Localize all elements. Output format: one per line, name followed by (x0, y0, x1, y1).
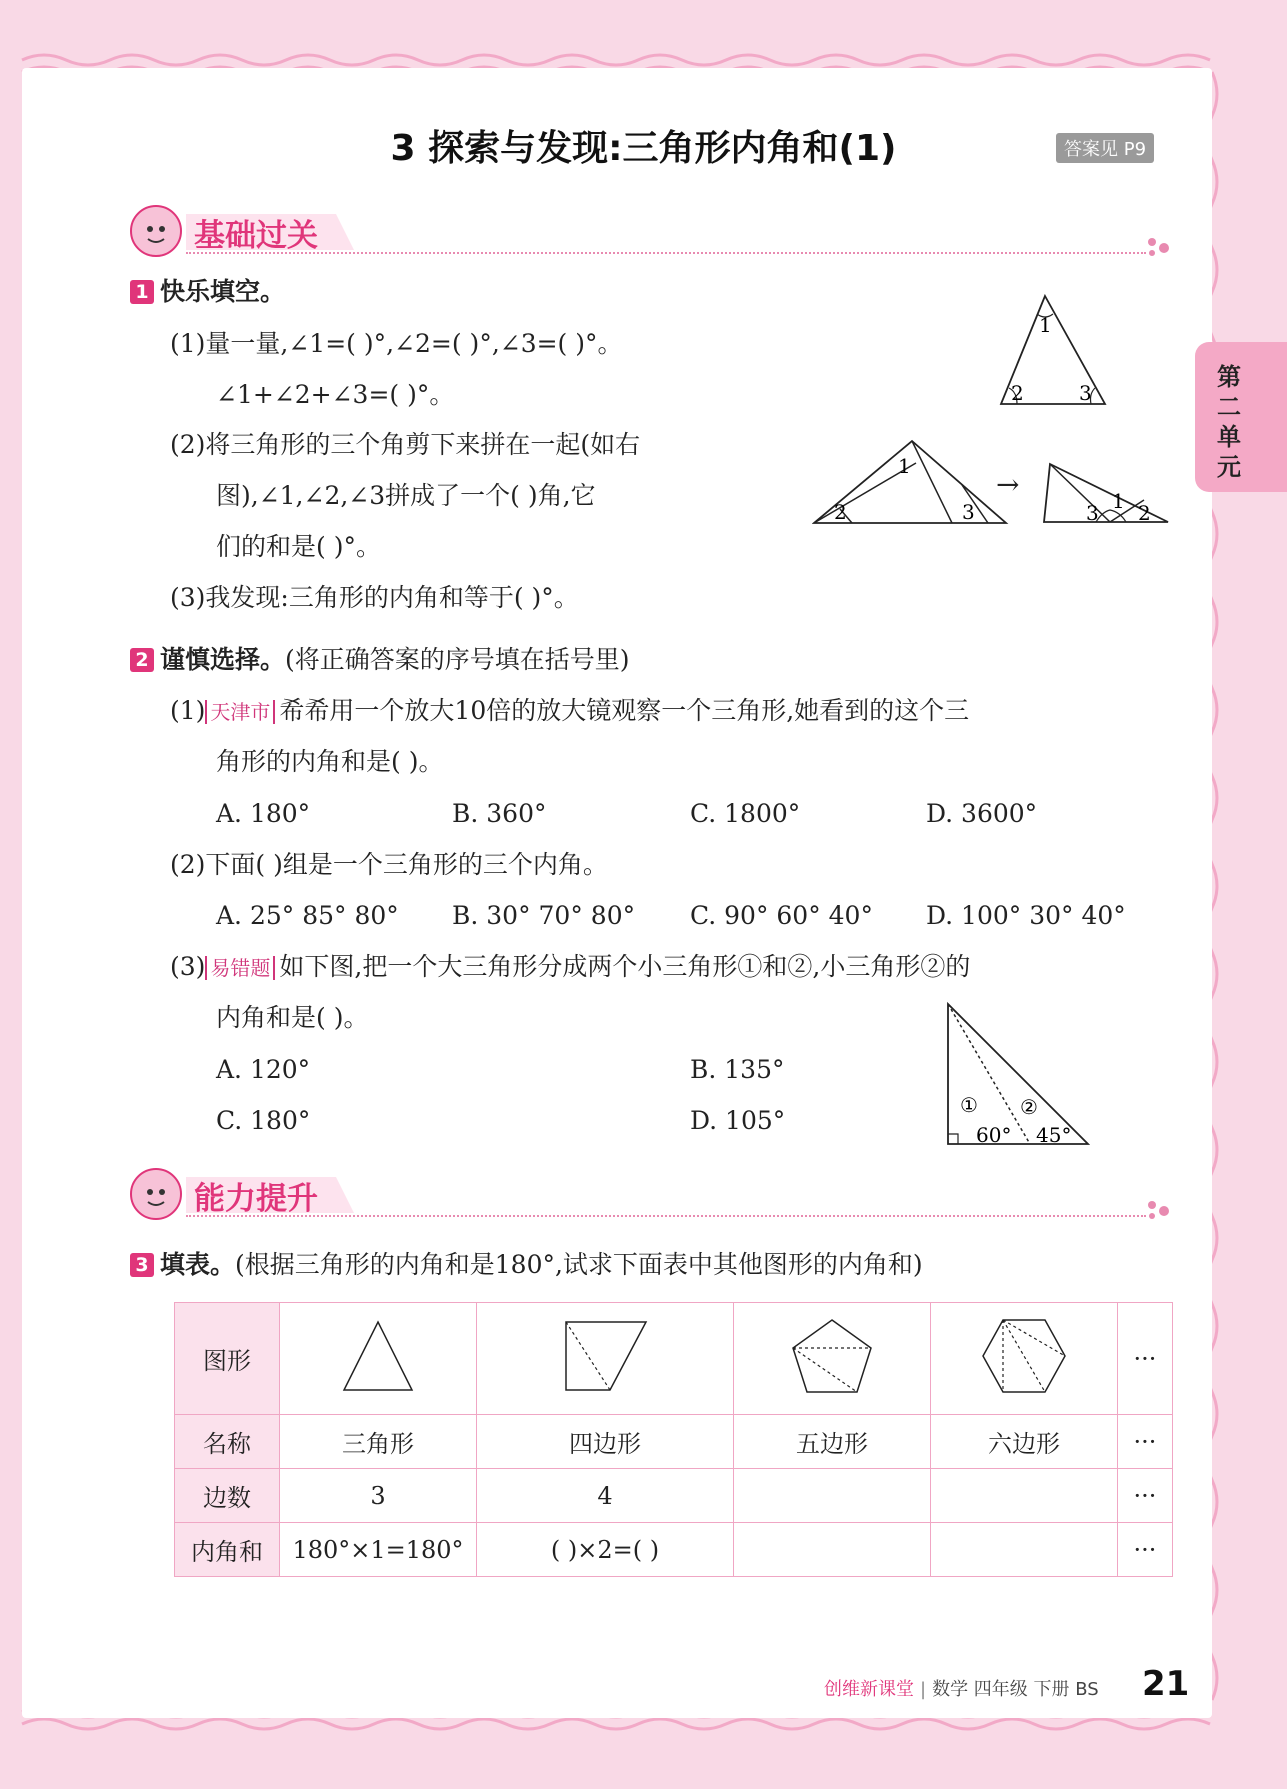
shape-cell (477, 1303, 734, 1415)
angle-2-label: 2 (1011, 381, 1024, 405)
quadrilateral-shape-icon (560, 1316, 650, 1396)
angle-3-label: 3 (1079, 381, 1092, 405)
dots-ornament-icon (1146, 1199, 1174, 1221)
triangle-2-label: ② (1020, 1095, 1038, 1119)
q2-part2-line1: (2)下面( )组是一个三角形的三个内角。 (170, 850, 608, 879)
mascot-icon (128, 203, 188, 259)
shape-cell (280, 1303, 477, 1415)
assembled-angles-figure (1040, 460, 1174, 526)
ellipsis-cell: ··· (1118, 1523, 1173, 1577)
polygon-angle-table (174, 1302, 1173, 1577)
q1-part2-line3: 们的和是( )°。 (216, 532, 381, 561)
angle-sum-answer-cell[interactable] (734, 1523, 931, 1577)
joined-angle-2-label: 2 (1138, 501, 1151, 525)
question-3-heading (130, 1250, 923, 1280)
triangle-1-label: ① (960, 1093, 978, 1117)
name-cell: 四边形 (477, 1415, 734, 1469)
hexagon-shape-icon (979, 1316, 1069, 1396)
angle-1-label: 1 (1039, 313, 1052, 337)
q2-part2-option-c[interactable]: C. 90° 60° 40° (690, 901, 873, 930)
name-cell: 六边形 (931, 1415, 1118, 1469)
question-number: 3 (130, 1253, 154, 1277)
footer-info: 创维新课堂 | 数学 四年级 下册 BS (824, 1679, 1099, 1700)
q1-part2-line1: (2)将三角形的三个角剪下来拼在一起(如右 (170, 430, 641, 459)
q2-part1-option-b[interactable]: B. 360° (452, 799, 547, 828)
triangle-shape-icon (338, 1316, 418, 1396)
q2-part2-option-d[interactable]: D. 100° 30° 40° (926, 901, 1126, 930)
ellipsis-cell: ··· (1118, 1303, 1173, 1415)
row-label: 名称 (175, 1415, 280, 1469)
q2-part1-option-a[interactable]: A. 180° (216, 799, 311, 828)
q2-part3-option-a[interactable]: A. 120° (216, 1055, 311, 1084)
q2-part3-option-b[interactable]: B. 135° (690, 1055, 785, 1084)
section-title-basic: 基础过关 (194, 218, 318, 254)
shape-cell (734, 1303, 931, 1415)
split-triangle-figure (940, 1000, 1090, 1150)
question-1-heading (130, 277, 285, 307)
sides-answer-cell[interactable] (931, 1469, 1118, 1523)
answer-reference-badge: 答案见 P9 (1056, 133, 1154, 163)
unit-side-tab (1195, 342, 1287, 492)
piece-3-label: 3 (962, 500, 975, 524)
q2-part3-option-d[interactable]: D. 105° (690, 1106, 786, 1135)
part-text: 希希用一个放大10倍的放大镜观察一个三角形,她看到的这个三 (279, 696, 970, 725)
q2-part2-option-a[interactable]: A. 25° 85° 80° (216, 901, 399, 930)
question-title: 谨慎选择。 (160, 645, 286, 674)
q2-part1-line1 (170, 696, 969, 727)
joined-angle-1-label: 1 (1112, 489, 1125, 513)
footer-brand: 创维新课堂 (824, 1679, 914, 1700)
row-label: 图形 (175, 1303, 280, 1415)
joined-angle-3-label: 3 (1086, 501, 1099, 525)
sides-cell: 3 (280, 1469, 477, 1523)
pentagon-shape-icon (789, 1316, 875, 1396)
question-title: 填表。 (160, 1250, 236, 1279)
page-number: 21 (1142, 1664, 1190, 1704)
q2-part3-line1 (170, 952, 970, 983)
cut-triangle-figure (812, 437, 1012, 527)
section-divider (186, 1215, 1146, 1217)
q2-part2-option-b[interactable]: B. 30° 70° 80° (452, 901, 636, 930)
section-divider (186, 252, 1146, 254)
dots-ornament-icon (1146, 236, 1174, 258)
part-prefix: (3) (170, 952, 206, 981)
table-row (175, 1523, 1173, 1577)
angle-60-label: 60° (976, 1123, 1012, 1147)
ellipsis-cell: ··· (1118, 1469, 1173, 1523)
question-number: 2 (130, 648, 154, 672)
sides-answer-cell[interactable] (734, 1469, 931, 1523)
q1-part2-line2: 图),∠1,∠2,∠3拼成了一个( )角,它 (216, 481, 596, 510)
q2-part1-option-c[interactable]: C. 1800° (690, 799, 801, 828)
error-prone-tag: 易错题 (205, 956, 275, 980)
table-row (175, 1469, 1173, 1523)
part-prefix: (1) (170, 696, 206, 725)
question-title: 快乐填空。 (160, 277, 286, 306)
name-cell: 三角形 (280, 1415, 477, 1469)
question-note: (根据三角形的内角和是180°,试求下面表中其他图形的内角和) (235, 1250, 923, 1279)
table-row (175, 1415, 1173, 1469)
footer-details: 数学 四年级 下册 BS (932, 1679, 1099, 1700)
q2-part1-option-d[interactable]: D. 3600° (926, 799, 1038, 828)
q2-part3-line2: 内角和是( )。 (216, 1003, 369, 1032)
mascot-icon (128, 1166, 188, 1222)
section-title-advanced: 能力提升 (194, 1181, 318, 1217)
table-row (175, 1303, 1173, 1415)
sides-cell: 4 (477, 1469, 734, 1523)
q2-part1-line2: 角形的内角和是( )。 (216, 747, 444, 776)
angle-45-label: 45° (1036, 1123, 1072, 1147)
unit-side-tab-label: 第二单元 (1217, 363, 1241, 481)
piece-1-label: 1 (898, 454, 911, 478)
angle-sum-cell: 180°×1=180° (280, 1523, 477, 1577)
question-number: 1 (130, 280, 154, 304)
q1-part1-line2: ∠1+∠2+∠3=( )°。 (216, 380, 455, 409)
question-note: (将正确答案的序号填在括号里) (285, 645, 630, 674)
source-tag: 天津市 (205, 700, 275, 724)
row-label: 边数 (175, 1469, 280, 1523)
piece-2-label: 2 (834, 500, 847, 524)
q1-part1-line1: (1)量一量,∠1=( )°,∠2=( )°,∠3=( )°。 (170, 329, 623, 358)
ellipsis-cell: ··· (1118, 1415, 1173, 1469)
question-2-heading (130, 645, 630, 675)
triangle-figure (995, 292, 1115, 410)
row-label: 内角和 (175, 1523, 280, 1577)
angle-sum-answer-cell[interactable] (931, 1523, 1118, 1577)
q2-part3-option-c[interactable]: C. 180° (216, 1106, 311, 1135)
angle-sum-answer-cell[interactable]: ( )×2=( ) (477, 1523, 734, 1577)
arrow-icon: → (996, 468, 1020, 501)
q1-part3-line1: (3)我发现:三角形的内角和等于( )°。 (170, 583, 579, 612)
name-cell: 五边形 (734, 1415, 931, 1469)
page-title: 3 探索与发现:三角形内角和(1) (390, 128, 897, 169)
part-text: 如下图,把一个大三角形分成两个小三角形①和②,小三角形②的 (279, 952, 971, 981)
shape-cell (931, 1303, 1118, 1415)
